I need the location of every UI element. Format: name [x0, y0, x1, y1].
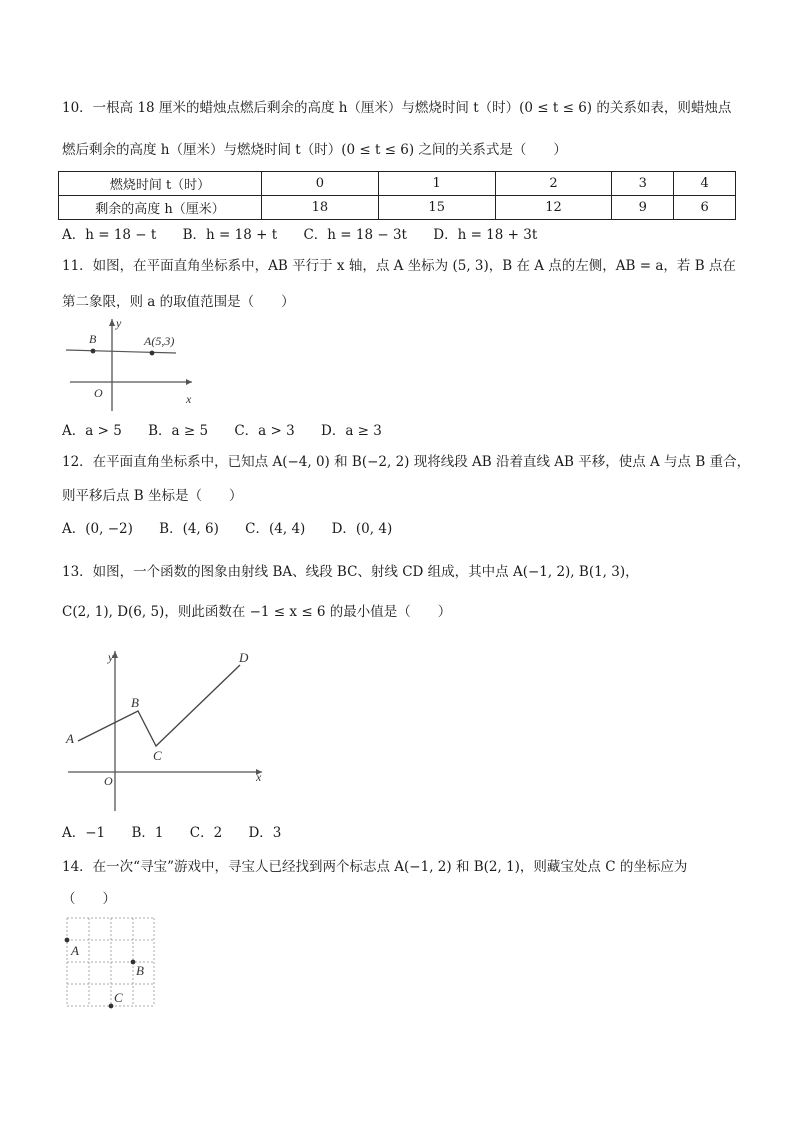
- table-cell: 15: [378, 196, 495, 220]
- q14-label-c: C: [114, 990, 123, 1005]
- q13-stem-line1: 13．如图，一个函数的图象由射线 BA、线段 BC、射线 CD 组成，其中点 A(−1, 2), B(1, 3)，: [62, 564, 639, 580]
- option-b[interactable]: B．(4, 6): [159, 521, 219, 537]
- q11-line-ab: [66, 350, 176, 353]
- table-cell: 18: [262, 196, 379, 220]
- q11-point-b: [91, 349, 96, 354]
- option-a[interactable]: A．(0, −2): [62, 521, 133, 537]
- row-label-time: 燃烧时间 t（时）: [59, 172, 262, 196]
- table-cell: 0: [262, 172, 379, 196]
- q11-stem-line1: 11．如图，在平面直角坐标系中，AB 平行于 x 轴，点 A 坐标为 (5, 3)，B 在 A 点的左侧，AB = a，若 B 点在: [62, 258, 736, 274]
- option-a[interactable]: A．−1: [62, 825, 106, 841]
- option-d[interactable]: D．h = 18 + 3t: [433, 227, 538, 243]
- option-c[interactable]: C．a > 3: [234, 423, 295, 439]
- table-cell: 6: [674, 196, 736, 220]
- table-cell: 2: [495, 172, 612, 196]
- option-d[interactable]: D．a ≥ 3: [321, 423, 382, 439]
- option-d[interactable]: D．3: [248, 825, 282, 841]
- q14-label-a: A: [71, 943, 79, 958]
- q14-point-c: [109, 1004, 114, 1009]
- q10-stem-line1: 10．一根高 18 厘米的蜡烛点燃后剩余的高度 h（厘米）与燃烧时间 t（时）(0 ≤ t ≤ 6) 的关系如表，则蜡烛点: [62, 100, 732, 116]
- row-label-height: 剩余的高度 h（厘米）: [59, 196, 262, 220]
- q11-point-a: [150, 351, 155, 356]
- q13-label-c: C: [153, 748, 162, 763]
- q13-function-graph: [78, 665, 240, 746]
- option-c[interactable]: C．h = 18 − 3t: [303, 227, 407, 243]
- q12-stem-line1: 12．在平面直角坐标系中，已知点 A(−4, 0) 和 B(−2, 2) 现将线段 AB 沿着直线 AB 平移，使点 A 与点 B 重合，: [62, 454, 751, 470]
- q11-label-o: O: [94, 386, 103, 400]
- q14-grid-figure: [66, 917, 158, 1009]
- option-c[interactable]: C．2: [189, 825, 223, 841]
- q12-stem-line2: 则平移后点 B 坐标是（ ）: [62, 488, 243, 504]
- table-cell: 3: [612, 172, 674, 196]
- q13-figure: [62, 645, 272, 815]
- option-c[interactable]: C．(4, 4): [245, 521, 306, 537]
- q13-label-y: y: [108, 650, 114, 664]
- q11-label-b: B: [89, 332, 97, 346]
- q13-label-d: D: [239, 650, 249, 665]
- q14-point-a: [65, 938, 70, 943]
- q14-label-b: B: [136, 963, 144, 978]
- q11-options: [62, 421, 404, 441]
- q11-y-arrow: [109, 319, 115, 326]
- q13-label-x: x: [256, 770, 262, 784]
- q11-stem-line2: 第二象限，则 a 的取值范围是（ ）: [62, 294, 295, 310]
- table-cell: 9: [612, 196, 674, 220]
- q13-label-b: B: [131, 695, 139, 710]
- table-row: [59, 196, 736, 220]
- q11-figure: [62, 315, 202, 415]
- q11-label-x: x: [186, 392, 192, 406]
- q13-stem-line2: C(2, 1), D(6, 5)，则此函数在 −1 ≤ x ≤ 6 的最小值是（ ）: [62, 604, 452, 620]
- option-b[interactable]: B．h = 18 + t: [182, 227, 278, 243]
- q14-stem-line1: 14．在一次“寻宝”游戏中，寻宝人已经找到两个标志点 A(−1, 2) 和 B(2, 1)，则藏宝处点 C 的坐标应为: [62, 859, 688, 875]
- q14-point-b: [131, 960, 136, 965]
- q10-options: [62, 225, 559, 245]
- q13-options: [62, 823, 303, 843]
- q10-table: [58, 171, 736, 220]
- table-cell: 1: [378, 172, 495, 196]
- q13-label-a: A: [66, 731, 74, 746]
- q13-label-o: O: [104, 774, 113, 788]
- option-a[interactable]: A．h = 18 − t: [62, 227, 157, 243]
- table-cell: 4: [674, 172, 736, 196]
- option-b[interactable]: B．a ≥ 5: [148, 423, 209, 439]
- q14-stem-line2: （ ）: [62, 891, 116, 907]
- option-d[interactable]: D．(0, 4): [331, 521, 393, 537]
- q12-options: [62, 519, 414, 539]
- option-b[interactable]: B．1: [131, 825, 164, 841]
- q11-x-arrow: [186, 379, 192, 385]
- q10-stem-line2: 燃后剩余的高度 h（厘米）与燃烧时间 t（时）(0 ≤ t ≤ 6) 之间的关系式是（ ）: [62, 142, 567, 158]
- q14-grid: [67, 918, 154, 1006]
- option-a[interactable]: A．a > 5: [62, 423, 122, 439]
- table-row: [59, 172, 736, 196]
- q11-label-y: y: [116, 316, 122, 330]
- q11-label-a: A(5,3): [144, 334, 175, 348]
- table-cell: 12: [495, 196, 612, 220]
